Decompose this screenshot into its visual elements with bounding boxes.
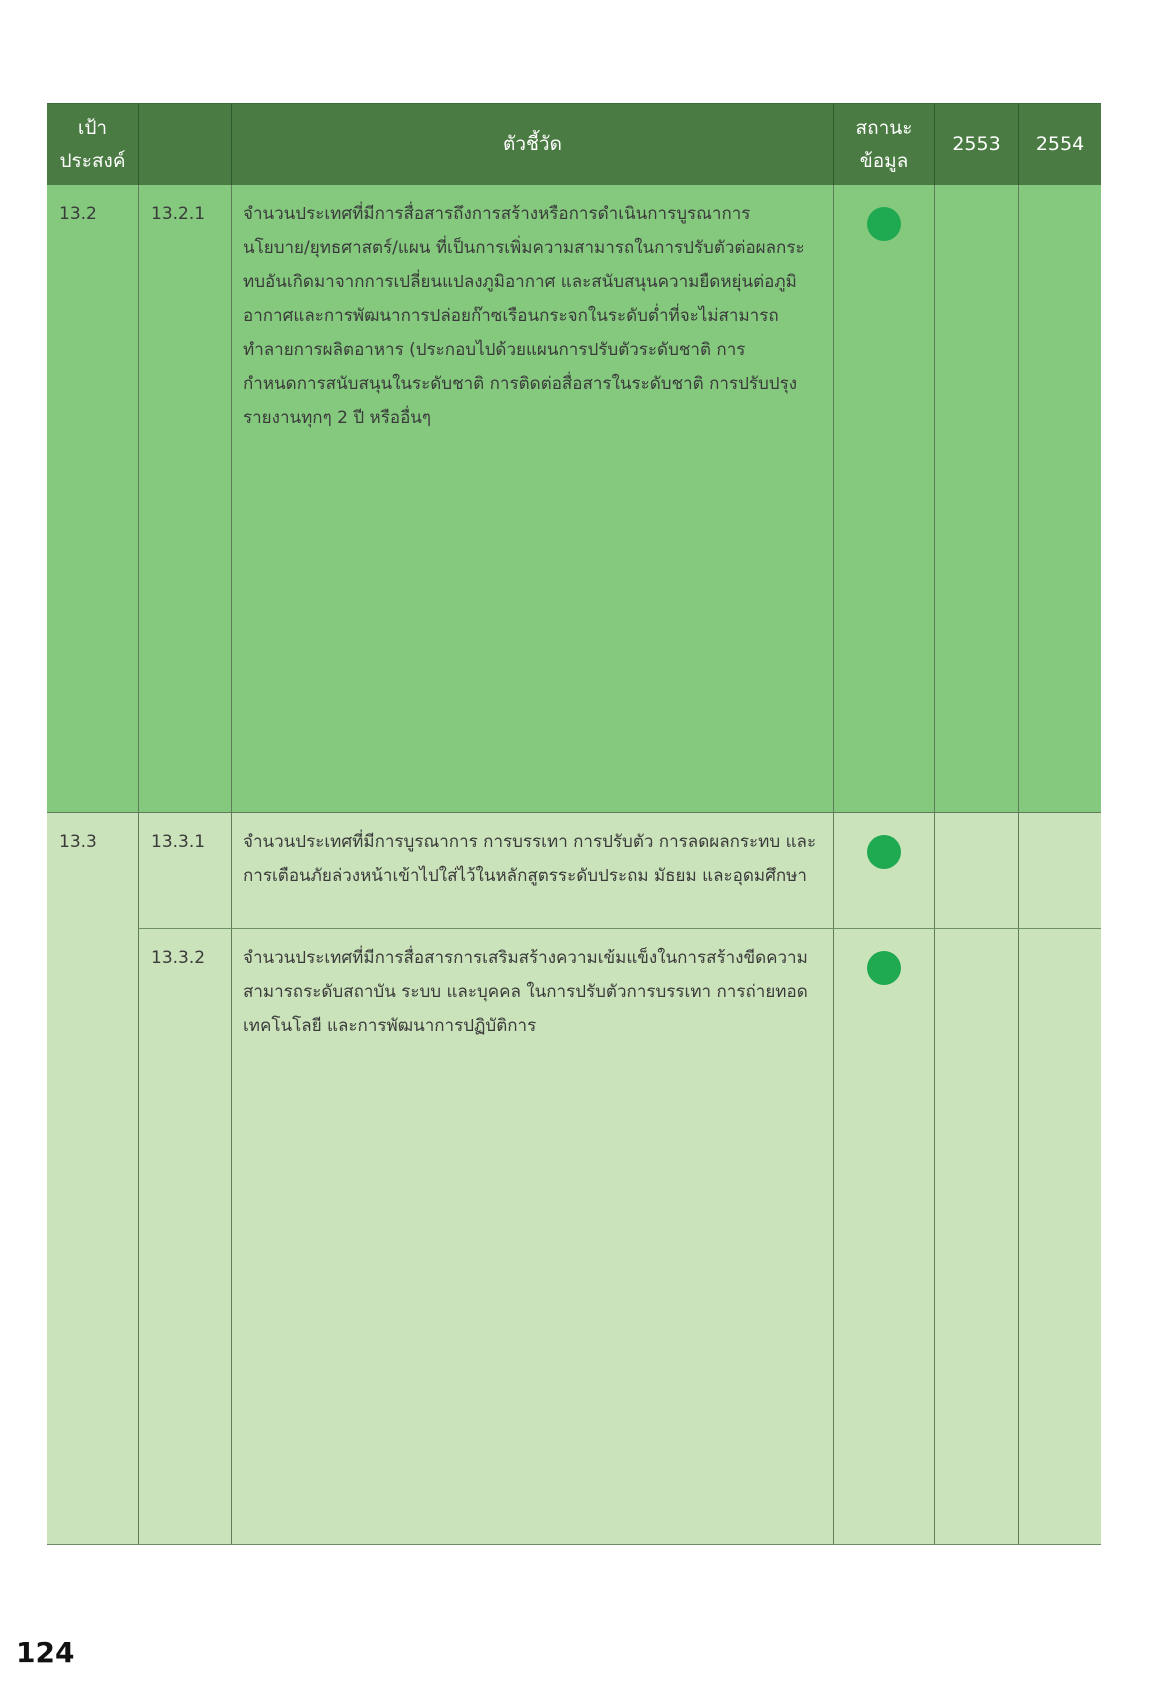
table-row — [47, 185, 1101, 813]
header-year-2553: 2553 — [935, 104, 1019, 185]
year-2553-cell — [935, 185, 1019, 812]
year-2554-cell — [1019, 929, 1101, 1544]
table-section-13-3 — [47, 813, 1101, 1545]
status-dot-icon — [867, 951, 901, 985]
year-2553-cell — [935, 929, 1019, 1544]
goal-cell: 13.2 — [47, 185, 139, 812]
year-2553-cell — [935, 813, 1019, 928]
code-cell: 13.2.1 — [139, 185, 232, 812]
code-cell: 13.3.1 — [139, 813, 232, 928]
status-cell — [834, 813, 935, 928]
header-indicator: ตัวชี้วัด — [232, 104, 834, 185]
status-cell — [834, 185, 935, 812]
page-number: 124 — [16, 1636, 75, 1669]
status-dot-icon — [867, 835, 901, 869]
header-goal — [47, 104, 139, 185]
indicator-text: จำนวนประเทศที่มีการสื่อสารถึงการสร้างหรือการดำเนินการบูรณาการ นโยบาย/ยุทธศาสตร์/แผน ที่เป็นการเพิ่มความสามารถในการปรับตัวต่อผลกระทบอันเกิดมาจากการเปลี่ยนแปลงภูมิอากาศ และสนับสนุนความยืดหยุ่นต่อภูมิอากาศและการพัฒนาการปล่อยก๊าซเรือนกระจกในระดับต่ำที่จะไม่สามารถทำลายการผลิตอาหาร (ประกอบไปด้วยแผนการปรับตัวระดับชาติ การกำหนดการสนับสนุนในระดับชาติ การติดต่อสื่อสารในระดับชาติ การปรับปรุงรายงานทุกๆ 2 ปี หรืออื่นๆ — [232, 185, 834, 812]
status-cell — [834, 929, 935, 1544]
header-status — [834, 104, 935, 185]
indicator-text: จำนวนประเทศที่มีการบูรณาการ การบรรเทา การปรับตัว การลดผลกระทบ และการเตือนภัยล่วงหน้าเข้าไปใส่ไว้ในหลักสูตรระดับประถม มัธยม และอุดมศึกษา — [232, 813, 834, 928]
indicator-table — [47, 103, 1101, 1545]
year-2554-cell — [1019, 185, 1101, 812]
code-cell: 13.3.2 — [139, 929, 232, 1544]
header-goal-line1: เป้า — [77, 116, 108, 139]
table-row — [139, 813, 1101, 929]
header-status-line1: สถานะ — [855, 116, 913, 139]
header-status-line2: ข้อมูล — [859, 149, 909, 172]
header-code — [139, 104, 232, 185]
header-year-2554: 2554 — [1019, 104, 1101, 185]
indicator-text: จำนวนประเทศที่มีการสื่อสารการเสริมสร้างความเข้มแข็งในการสร้างขีดความสามารถระดับสถาบัน ระบบ และบุคคล ในการปรับตัวการบรรเทา การถ่ายทอดเทคโนโลยี และการพัฒนาการปฏิบัติการ — [232, 929, 834, 1544]
table-header — [47, 104, 1101, 185]
status-dot-icon — [867, 207, 901, 241]
table-row — [139, 929, 1101, 1544]
header-goal-line2: ประสงค์ — [59, 149, 126, 172]
goal-cell: 13.3 — [47, 813, 139, 1544]
year-2554-cell — [1019, 813, 1101, 928]
